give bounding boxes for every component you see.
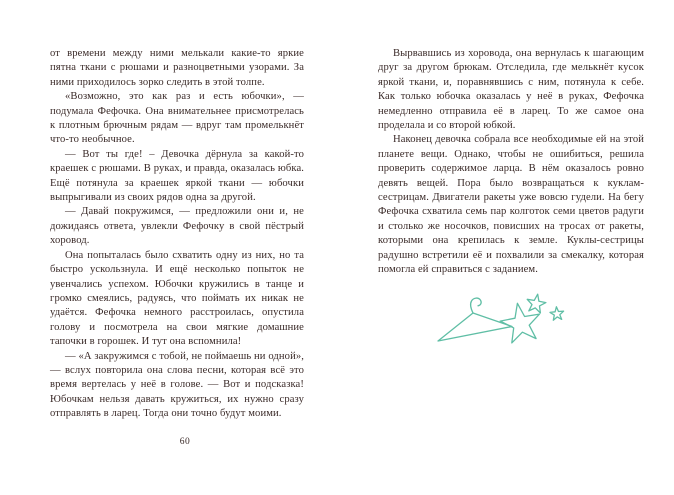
illustration-strokes <box>438 294 564 343</box>
hanger-body-icon <box>438 313 512 341</box>
paragraph: Вырвавшись из хоровода, она вернулась к шагающим друг за другом брюкам. Отследила, где мелькнёт кусок яркой ткани, и, поравнявшись с ним, потянула к себе. Как только юбочка оказалась у неё в руках, Фефочка немедленно отправила её в ларец. То же самое она проделала и со второй юбкой. <box>378 48 644 132</box>
paragraph: Она попыталась было схватить одну из них, но та быстро ускользнула. И ещё несколько попыток не увенчались успехом. Юбочки кружились в танце и громко смеялись, радуясь, что поймать их никак не удаётся. Фефочка немного расстроилась, опустила голову и посмотрела на свои мягкие домашние тапочки в горошек. И тут она вспомнила! <box>50 249 304 348</box>
paragraph: «Возможно, это как раз и есть юбочки», — подумала Фефочка. Она внимательнее присмотрелась к плотным брючным рядам — вдруг там промелькнёт что-то необычное. <box>50 91 304 146</box>
page-number: 60 <box>179 437 191 447</box>
paragraph: — «А закружимся с тобой, не поймаешь ни одной», — вслух повторила она слова песни, которая всё это время вертелась у неё в голове. — Вот и подсказка! Юбочкам нельзя давать кружиться, их нужно сразу отправлять в ларец. Тогда они точно будут моими. <box>50 350 304 420</box>
paragraph: от времени между ними мелькали какие-то яркие пятна ткани с рюшами и разноцветными узорами. За ними приходилось зорко следить в этой толпе. <box>50 48 304 88</box>
paragraph: — Вот ты где! – Девочка дёрнула за какой-то краешек с рюшами. В руках, и правда, оказалась юбка. Ещё потянула за краешек яркой ткани — юбочки выпрыгивали из своих рядов одна за другой. <box>50 148 304 204</box>
star-small-icon <box>550 307 564 320</box>
star-medium-icon <box>527 294 546 313</box>
paragraph: — Давай покружимся, — предложили они и, не дожидаясь ответа, увлекли Фефочку в свой пёстрый хоровод. <box>50 206 304 247</box>
right-page-text <box>378 47 644 278</box>
paragraph: Наконец девочка собрала все необходимые ей на этой планете вещи. Однако, чтобы не ошибиться, решила проверить содержимое ларца. В нём оказалось ровно девять вещей. Пора было возвращаться к куклам-сестрицам. Двигатели ракеты уже вовсю гудели. На бегу Фефочка схватила семь пар колготок семи цветов радуги и столько же носочков, повисших на тросах от ракеты, которыми она крепилась к земле. Куклы-сестрицы радушно встретили её и похвалили за смекалку, которая помогла ей справиться с заданием. <box>378 134 644 276</box>
hanger-shooting-star-illustration <box>415 288 580 363</box>
left-page-text <box>50 47 304 422</box>
hanger-hook-icon <box>471 298 482 313</box>
